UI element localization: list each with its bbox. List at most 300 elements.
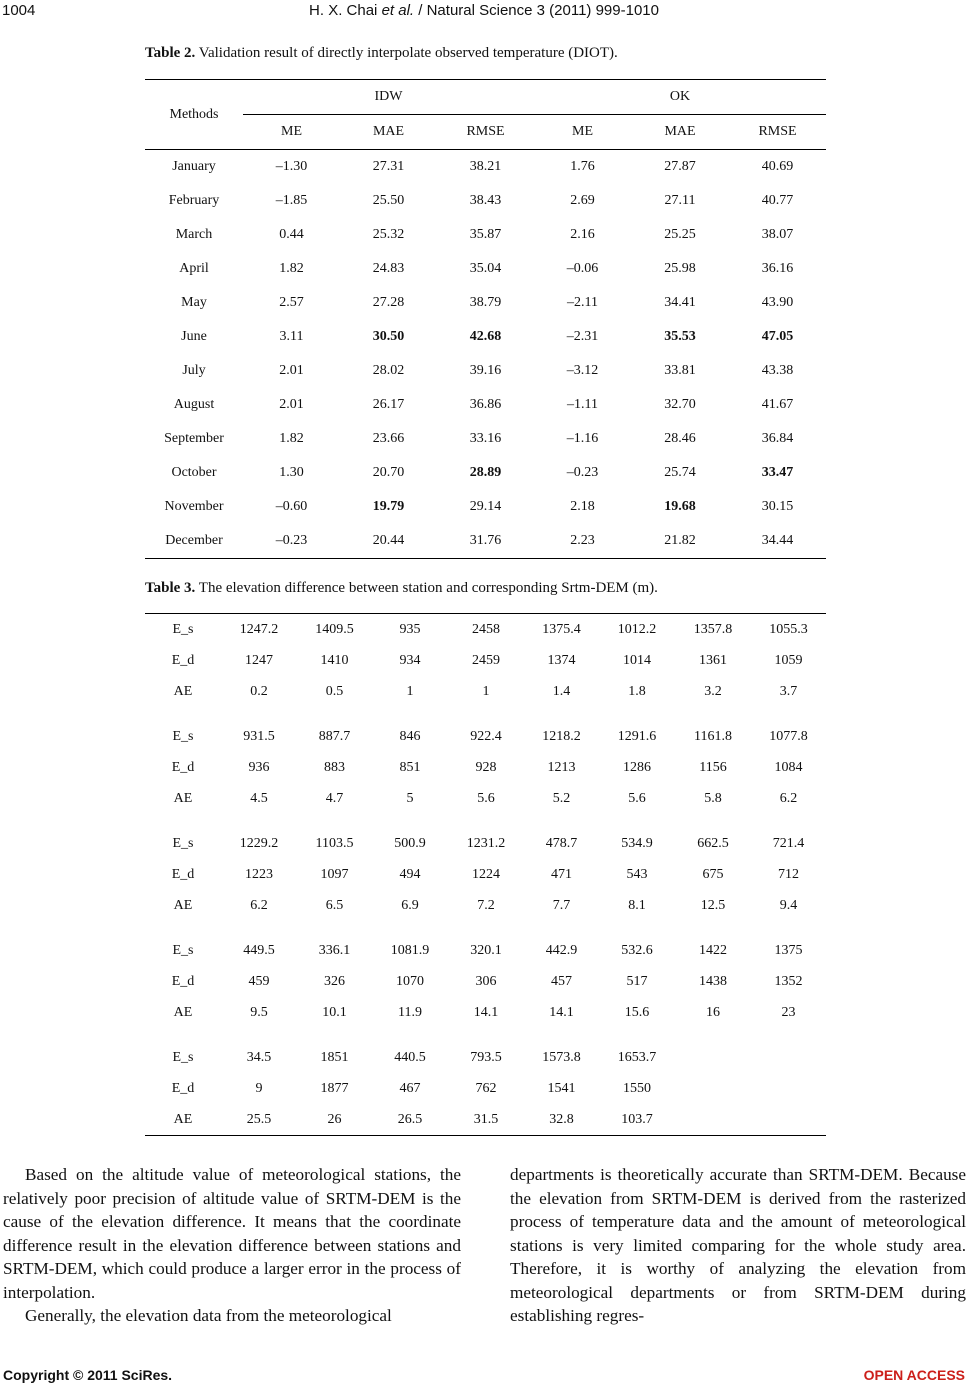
row-label: AE [173,1111,193,1127]
row-label: April [179,261,209,276]
cell-value: 33.16 [469,431,502,446]
table-cell: 31.5 [473,1111,499,1127]
group-spacer [145,1028,826,1042]
col-header: RMSE [437,115,534,150]
table-cell [729,218,826,252]
table-row [145,752,826,783]
table-cell [631,252,729,286]
paragraph: departments is theoretically accurate than SRTM-DEM. Because the elevation from SRTM-DEM is derived from the rasterized process of temperature data and the amount of meteorological stations is very limited comparing for the whole study area. Therefore, it is worthy of analyzing the elevation from meteorological departments or from SRTM-DEM during establishing regres- [510,1165,966,1325]
table-cell: 922.4 [470,728,502,744]
table-cell: 1550 [623,1080,651,1096]
table-row [145,1104,826,1136]
table-cell [631,354,729,388]
table-cell: 1084 [774,759,803,775]
table-cell: 1223 [245,866,273,882]
table-cell [751,1042,826,1073]
table-cell: 0.2 [250,683,268,699]
table-cell: 846 [399,728,421,744]
row-label: December [165,533,223,548]
cell-value: 27.28 [372,295,405,310]
citation-authors: H. X. Chai [309,2,382,19]
table-cell: 534.9 [621,835,653,851]
table-cell: 6.2 [779,790,798,806]
cell-value: –1.11 [567,397,598,412]
table-cell: 1 [482,683,490,699]
table-cell: 0.5 [325,683,344,699]
table-cell [534,388,631,422]
cell-value: 34.41 [664,295,696,310]
cell-value-bold: 35.53 [664,329,696,344]
table-cell [729,320,826,354]
table-cell: 1.4 [552,683,571,699]
table-cell [631,524,729,559]
cell-value: 38.43 [469,193,502,208]
table-row [145,783,826,814]
table-row [145,524,826,559]
row-label: E_s [172,621,194,637]
cell-value: 41.67 [761,397,794,412]
table-cell [729,456,826,490]
table-cell: 662.5 [697,835,729,851]
cell-value: 26.17 [372,397,405,412]
table-cell: 9.4 [779,897,798,913]
table-row [145,890,826,921]
table-cell: 1103.5 [315,835,354,851]
cell-value: 27.87 [664,159,696,174]
cell-value: 1.30 [279,465,304,480]
table-cell: 12.5 [700,897,726,913]
table-cell [340,218,437,252]
cell-value: –2.11 [567,295,598,310]
paragraph: Generally, the elevation data from the meteorological [25,1306,392,1325]
group-spacer [145,707,826,721]
table-cell [675,1104,751,1136]
table-cell: 2459 [472,652,500,668]
table-cell: 1357.8 [693,621,733,637]
table-cell: 934 [399,652,421,668]
table-cell [729,490,826,524]
table-cell: 851 [399,759,421,775]
table-row [145,1042,826,1073]
table-cell [437,388,534,422]
table-cell: 1231.2 [466,835,506,851]
table-cell: 459 [248,973,270,989]
table-cell: 928 [475,759,497,775]
table-cell [340,286,437,320]
cell-value: –0.60 [275,499,308,514]
idw-group-header: IDW [243,80,534,115]
table-cell: 1352 [774,973,803,989]
cell-value: 27.11 [664,193,696,208]
table-cell: 1.8 [628,683,646,699]
table-cell: 440.5 [394,1049,426,1065]
table-cell: 1077.8 [769,728,808,744]
table-cell [631,150,729,185]
row-label: May [181,295,207,310]
table-cell [340,150,437,185]
row-label: August [173,397,215,412]
table-cell [534,320,631,354]
table-cell [437,354,534,388]
table-cell: 1877 [320,1080,349,1096]
cell-value: 3.11 [279,329,304,344]
table-cell [751,1104,826,1136]
table-cell [437,490,534,524]
table-cell [631,388,729,422]
cell-value: 2.57 [279,295,304,310]
col-header: MAE [631,115,729,150]
table-cell [437,252,534,286]
table-cell [729,422,826,456]
table-cell: 7.7 [552,897,571,913]
table-cell: 1410 [320,652,349,668]
cell-value: 38.07 [761,227,794,242]
table-cell: 1161.8 [694,728,732,744]
table-row [145,966,826,997]
cell-value: 25.25 [664,227,696,242]
cell-value: 28.02 [372,363,405,378]
cell-value: 2.16 [570,227,595,242]
table-cell: 5.6 [628,790,646,806]
table-row [145,320,826,354]
cell-value: 24.83 [372,261,405,276]
table-cell [243,320,340,354]
table-cell: 336.1 [318,942,351,958]
table-row [145,859,826,890]
table3 [145,613,826,1136]
table-cell: 6.5 [325,897,344,913]
table-cell: 467 [399,1080,421,1096]
table-cell: 5.6 [477,790,495,806]
table-cell: 1653.7 [617,1049,657,1065]
row-label: AE [173,897,193,913]
cell-value: 36.86 [469,397,502,412]
cell-value: 30.15 [761,499,794,514]
table-cell: 306 [475,973,497,989]
table-cell [534,286,631,320]
table2-caption [145,45,618,62]
table-cell [340,524,437,559]
table-cell: 1851 [320,1049,349,1065]
table-cell [534,252,631,286]
table-cell: 478.7 [545,835,578,851]
table-cell: 25.5 [246,1111,272,1127]
row-label: E_s [172,835,194,851]
methods-header: Methods [145,80,243,150]
citation-etal: et al. [381,2,415,19]
cell-value: 39.16 [469,363,502,378]
group-spacer [145,921,826,935]
table-cell: 1361 [699,652,727,668]
table-row [145,286,826,320]
table-cell: 6.9 [401,897,419,913]
row-label: March [175,227,213,242]
cell-value: 1.76 [570,159,595,174]
table-cell: 1286 [623,759,651,775]
table3-caption-label: Table 3. [145,580,196,596]
cell-value: 36.16 [761,261,794,276]
row-label: E_s [172,942,194,958]
table-row [145,997,826,1028]
row-label: E_d [171,652,195,668]
col-header: MAE [340,115,437,150]
table-cell [534,490,631,524]
table-cell: 1541 [547,1080,576,1096]
row-label: AE [173,683,193,699]
table-cell [534,456,631,490]
cell-value: –0.23 [566,465,599,480]
cell-value: 20.44 [372,533,405,548]
table-row [145,614,826,646]
cell-value: 1.82 [279,261,304,276]
table-row [145,150,826,185]
table-cell [534,150,631,185]
table-cell: 532.6 [621,942,653,958]
table-cell [437,218,534,252]
table-cell [675,1073,751,1104]
table-cell: 543 [626,866,648,882]
cell-value: 43.38 [761,363,794,378]
table-cell: 457 [551,973,572,989]
row-label: November [164,499,224,514]
table-cell: 3.2 [704,683,722,699]
cell-value: –2.31 [566,329,599,344]
table3-body [145,614,826,1136]
table-cell: 1247 [245,652,273,668]
table-row [145,252,826,286]
table2-body [145,150,826,559]
table-cell [243,490,340,524]
table-row [145,645,826,676]
table-cell: 9.5 [250,1004,268,1020]
table-cell: 1097 [320,866,349,882]
row-label: July [182,363,206,378]
table-cell: 1081.9 [390,942,430,958]
table-cell [534,184,631,218]
cell-value: 2.23 [570,533,595,548]
cell-value: –0.23 [275,533,308,548]
table-cell: 320.1 [470,942,502,958]
cell-value: 38.79 [469,295,502,310]
table-cell [437,286,534,320]
table-cell: 1070 [396,973,424,989]
table-row [145,422,826,456]
table-row [145,828,826,859]
cell-value-bold: 42.68 [469,329,502,344]
cell-value: 32.70 [664,397,696,412]
table-cell [729,184,826,218]
table-cell: 1 [406,683,414,699]
table-cell: 675 [702,866,724,882]
table-cell [243,286,340,320]
row-label: February [168,193,220,208]
cell-value: 43.90 [761,295,794,310]
row-label: E_d [171,866,195,882]
running-citation [0,2,968,19]
table-cell: 8.1 [628,897,646,913]
row-label: E_d [171,1080,195,1096]
cell-value: 1.82 [279,431,304,446]
table-cell: 2458 [472,621,500,637]
table-cell: 500.9 [394,835,426,851]
table-cell [243,388,340,422]
table-cell [243,252,340,286]
row-label: E_d [171,759,195,775]
table-cell: 9 [255,1080,263,1096]
table-cell: 1291.6 [617,728,657,744]
table-cell: 1374 [547,652,576,668]
table2-caption-label: Table 2. [145,45,196,61]
cell-value: 2.69 [570,193,595,208]
table-cell [437,184,534,218]
cell-value: 34.44 [761,533,794,548]
cell-value: 29.14 [469,499,502,514]
open-access-badge: OPEN ACCESS [863,1367,965,1383]
table-cell: 883 [324,759,345,775]
table-cell: 1375 [774,942,803,958]
cell-value: 27.31 [372,159,405,174]
table-cell: 6.2 [250,897,268,913]
row-label: AE [173,1004,193,1020]
cell-value: –1.16 [566,431,599,446]
table-cell: 793.5 [470,1049,502,1065]
cell-value-bold: 19.68 [664,499,696,514]
table-cell: 11.9 [398,1004,422,1020]
table-cell: 3.7 [779,683,798,699]
table-cell: 5 [406,790,414,806]
table-cell [631,218,729,252]
table-row [145,184,826,218]
cell-value-bold: 30.50 [372,329,405,344]
table-cell: 4.5 [250,790,268,806]
col-header: ME [534,115,631,150]
table-cell: 14.1 [549,1004,574,1020]
cell-value: 2.01 [279,363,304,378]
table-row [145,388,826,422]
table-cell [340,252,437,286]
table-cell [340,422,437,456]
row-label: E_s [172,1049,194,1065]
group-spacer [145,814,826,828]
table-row [145,354,826,388]
table-cell: 1014 [623,652,651,668]
row-label: January [172,159,216,174]
table-cell [340,456,437,490]
cell-value: 21.82 [664,533,696,548]
table-cell: 1573.8 [542,1049,581,1065]
table-row [145,218,826,252]
table-cell: 14.1 [473,1004,499,1020]
table-row [145,721,826,752]
cell-value: 35.87 [469,227,502,242]
table-cell: 34.5 [246,1049,272,1065]
table-cell: 1055.3 [769,621,808,637]
table-cell [751,1073,826,1104]
table-cell: 16 [706,1004,720,1020]
body-column-right [510,1163,966,1328]
table-cell [340,388,437,422]
row-label: October [171,465,217,480]
table-cell [534,524,631,559]
table-cell: 1012.2 [617,621,657,637]
table-cell: 5.2 [552,790,571,806]
table2-caption-text: Validation result of directly interpolate observed temperature (DIOT). [195,45,618,61]
table-cell: 7.2 [477,897,495,913]
table3-caption [145,580,658,597]
cell-value: 23.66 [372,431,405,446]
table-cell: 712 [778,866,799,882]
table-cell [729,286,826,320]
table-cell: 1247.2 [239,621,279,637]
table-cell [243,354,340,388]
table-cell: 494 [399,866,421,882]
cell-value-bold: 47.05 [761,329,794,344]
table-cell: 762 [475,1080,497,1096]
table-cell: 721.4 [772,835,805,851]
col-header: ME [243,115,340,150]
table-cell [534,422,631,456]
table-cell [534,354,631,388]
table-cell: 931.5 [243,728,275,744]
table-cell: 10.1 [322,1004,347,1020]
table-row [145,490,826,524]
table-cell [243,456,340,490]
table-cell [675,1042,751,1073]
cell-value: 35.04 [469,261,502,276]
table-cell: 4.7 [325,790,344,806]
row-label: September [164,431,224,446]
cell-value: 25.98 [664,261,696,276]
table-cell: 887.7 [318,728,351,744]
table-cell: 326 [324,973,345,989]
table-cell: 936 [248,759,270,775]
table-cell [631,490,729,524]
table-cell [243,150,340,185]
cell-value: 2.18 [570,499,595,514]
row-label: E_s [172,728,194,744]
table-cell [437,422,534,456]
table-cell [340,354,437,388]
table-cell: 1213 [547,759,576,775]
table-cell [437,456,534,490]
cell-value: –0.06 [566,261,599,276]
cell-value: 38.21 [469,159,502,174]
cell-value: 20.70 [372,465,405,480]
cell-value: –1.85 [275,193,308,208]
table-cell [729,252,826,286]
cell-value: 40.77 [761,193,794,208]
cell-value: 25.74 [664,465,696,480]
table-cell: 26 [327,1111,342,1127]
table-cell: 1229.2 [239,835,279,851]
table-cell [340,490,437,524]
page-header [0,2,968,24]
cell-value: 0.44 [279,227,304,242]
table-cell [631,422,729,456]
table-row [145,456,826,490]
table-cell: 1409.5 [315,621,354,637]
page-number: 1004 [2,2,36,19]
table-cell [340,184,437,218]
cell-value-bold: 19.79 [372,499,405,514]
table-cell [631,320,729,354]
table-cell [631,286,729,320]
table-cell: 1218.2 [542,728,581,744]
cell-value-bold: 28.89 [469,465,502,480]
table-cell: 1059 [774,652,803,668]
table-cell: 471 [551,866,572,882]
row-label: AE [173,790,193,806]
